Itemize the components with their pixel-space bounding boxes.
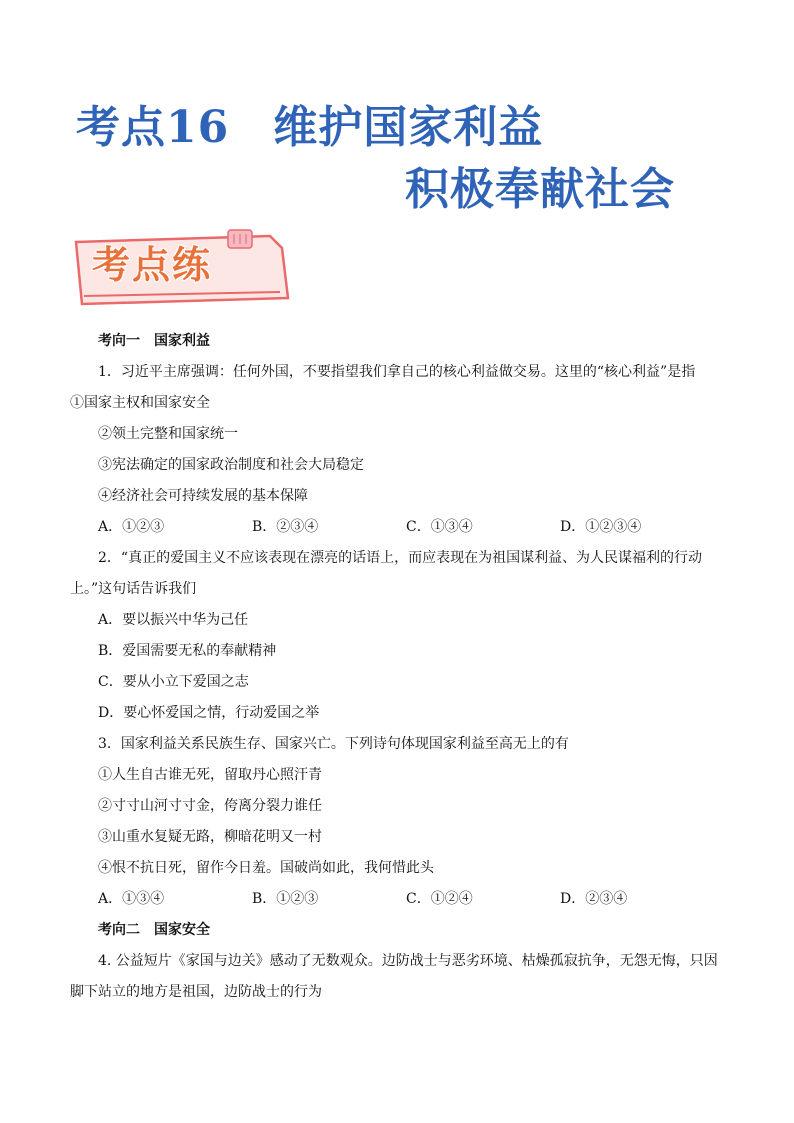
q3-option-c[interactable]: C．①②④	[406, 891, 473, 907]
q1-item-3: ③宪法确定的国家政治制度和社会大局稳定	[98, 457, 364, 473]
q2-option-b[interactable]: B．爱国需要无私的奉献精神	[98, 643, 277, 659]
q1-option-b[interactable]: B．②③④	[252, 519, 319, 535]
section-badge	[70, 228, 296, 310]
q2-option-c[interactable]: C．要从小立下爱国之志	[98, 674, 249, 690]
q1-option-d[interactable]: D．①②③④	[560, 519, 642, 535]
q3-options	[70, 884, 730, 915]
question-list	[70, 326, 730, 1008]
badge-label: 考点练	[92, 242, 213, 287]
title-number: 考点16	[76, 102, 230, 153]
section-heading-2: 考向二 国家安全	[98, 922, 210, 938]
q1-option-a[interactable]: A．①②③	[98, 519, 165, 535]
q3-item-2: ②寸寸山河寸寸金，侉离分裂力谁任	[98, 798, 322, 814]
q3-item-4: ④恨不抗日死，留作今日羞。国破尚如此，我何惜此头	[98, 860, 434, 876]
q4-stem-text: 4. 公益短片《家国与边关》感动了无数观众。边防战士与恶劣环境、枯燥孤寂抗争，无怨无悔，只因脚下站立的地方是祖国，边防战士的行为	[70, 953, 718, 1000]
q2-option-d[interactable]: D．要心怀爱国之情，行动爱国之举	[98, 705, 320, 721]
q3-item-1: ①人生自古谁无死，留取丹心照汗青	[98, 767, 322, 783]
q1-option-c[interactable]: C．①③④	[406, 519, 473, 535]
title-line-1: 维护国家利益	[273, 102, 544, 153]
q3-option-a[interactable]: A．①③④	[98, 891, 165, 907]
q2-stem	[70, 543, 730, 605]
q1-stem: 1．习近平主席强调：任何外国，不要指望我们拿自己的核心利益做交易。这里的“核心利益”是指	[98, 364, 696, 380]
q3-option-b[interactable]: B．①②③	[252, 891, 319, 907]
q4-stem	[70, 946, 730, 1008]
q1-options	[70, 512, 730, 543]
q1-item-4: ④经济社会可持续发展的基本保障	[98, 488, 308, 504]
page-subtitle: 积极奉献社会	[405, 164, 675, 215]
q2-stem-text: 2．“真正的爱国主义不应该表现在漂亮的话语上，而应表现在为祖国谋利益、为人民谋福利的行动上。”这句话告诉我们	[70, 550, 703, 597]
q3-item-3: ③山重水复疑无路，柳暗花明又一村	[98, 829, 322, 845]
q1-item-2: ②领土完整和国家统一	[98, 426, 238, 442]
q3-stem: 3．国家利益关系民族生存、国家兴亡。下列诗句体现国家利益至高无上的有	[98, 736, 569, 752]
q3-option-d[interactable]: D．②③④	[560, 891, 628, 907]
section-heading-1: 考向一 国家利益	[98, 333, 210, 349]
q2-option-a[interactable]: A．要以振兴中华为己任	[98, 612, 249, 628]
q1-item-1: ①国家主权和国家安全	[70, 395, 210, 411]
page-title	[76, 102, 544, 153]
